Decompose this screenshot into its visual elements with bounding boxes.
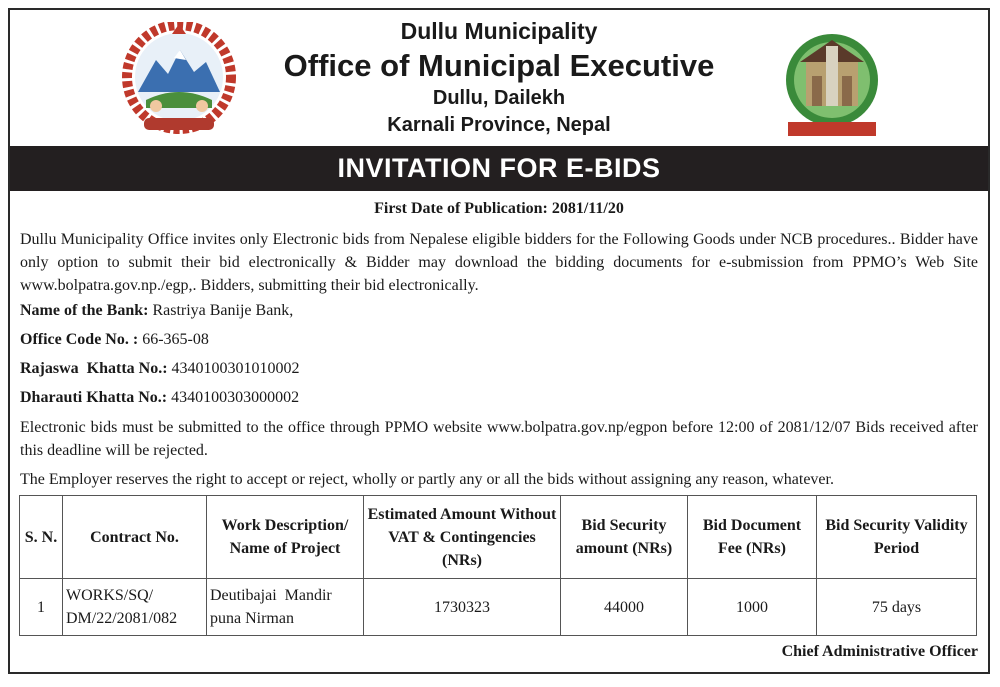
office-code-line [20, 331, 209, 349]
municipality-name: Dullu Municipality [400, 18, 598, 44]
dullu-municipality-logo-icon [782, 28, 882, 140]
dharauti-khatta-value: 4340100303000002 [167, 389, 300, 406]
office-province: Karnali Province, Nepal [387, 114, 611, 136]
col-header-bid-document-fee: Bid Document Fee (NRs) [688, 496, 817, 579]
deadline-paragraph: Electronic bids must be submitted to the office through PPMO website www.bolpatra.gov.np/egpon before 12:00 of 2081/12/07 Bids received after this deadline will be rejected. [20, 419, 978, 459]
office-name: Office of Municipal Executive [283, 48, 715, 83]
col-header-work-description: Work Description/ Name of Project [207, 496, 364, 579]
document-header [10, 10, 988, 146]
bank-name-line [20, 302, 293, 320]
office-location: Dullu, Dailekh [432, 87, 566, 109]
cell-validity-period: 75 days [817, 579, 977, 636]
col-header-estimated-amount: Estimated Amount Without VAT & Contingencies (NRs) [364, 496, 561, 579]
office-code-label: Office Code No. : [20, 331, 139, 348]
bids-table [19, 495, 977, 636]
intro-paragraph: Dullu Municipality Office invites only Electronic bids from Nepalese eligible bidders for the Following Goods under NCB procedures.. Bidder have only option to submit their bid electronically & Bidder may download the bidding documents for e-submission from PPMO’s Web Site www.bolpatra.gov.np./egp,. Bidders, submitting their bid electronically. [20, 231, 978, 294]
rajaswa-khatta-value: 4340100301010002 [167, 360, 300, 377]
cell-estimated-amount: 1730323 [364, 579, 561, 636]
signature-title: Chief Administrative Officer [781, 643, 978, 660]
cell-bid-document-fee: 1000 [688, 579, 817, 636]
col-header-validity-period: Bid Security Validity Period [817, 496, 977, 579]
cell-bid-security-amount: 44000 [561, 579, 688, 636]
col-header-sn: S. N. [20, 496, 63, 579]
col-header-contract-no: Contract No. [63, 496, 207, 579]
cell-work-description: Deutibajai Mandir puna Nirman [207, 579, 364, 636]
rajaswa-khatta-label: Rajaswa Khatta No.: [20, 360, 168, 377]
cell-sn: 1 [20, 579, 63, 636]
cell-contract-no: WORKS/SQ/ DM/22/2081/082 [63, 579, 207, 636]
bank-name-value: Rastriya Banije Bank, [148, 302, 294, 319]
reserve-paragraph: The Employer reserves the right to accept or reject, wholly or partly any or all the bids without assigning any reason, whatever. [20, 471, 834, 488]
table-row [20, 579, 977, 636]
office-code-value: 66-365-08 [138, 331, 209, 348]
invitation-banner: INVITATION FOR E-BIDS [10, 146, 988, 191]
col-header-bid-security-amount: Bid Security amount (NRs) [561, 496, 688, 579]
dharauti-khatta-label: Dharauti Khatta No.: [20, 389, 168, 406]
table-header-row [20, 496, 977, 579]
dharauti-khatta-line [20, 389, 299, 407]
bank-name-label: Name of the Bank: [20, 302, 149, 319]
publication-date: First Date of Publication: 2081/11/20 [374, 200, 624, 217]
rajaswa-khatta-line [20, 360, 300, 378]
